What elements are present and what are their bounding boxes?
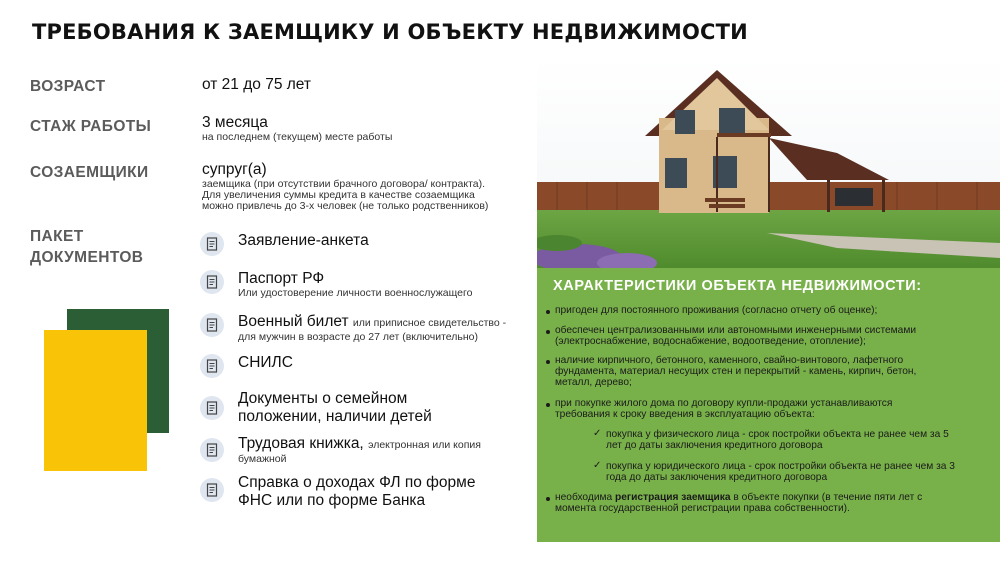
bullet-dot [546, 360, 550, 364]
bullet-dot [546, 497, 550, 501]
doc-family-line-2: положении, наличии детей [238, 408, 432, 425]
age-value: от 21 до 75 лет [202, 76, 311, 93]
property-subitem-2-line-2: года до даты заключения кредитного договора [606, 472, 828, 483]
coborrowers-note-1: заемщика (при отсутствии брачного договора/ контракта). [202, 178, 486, 190]
property-item-5-line-1 [555, 492, 922, 504]
property-item-3-line-1: наличие кирпичного, бетонного, каменного, свайно-винтового, лафетного [555, 355, 904, 366]
property-subitem-1-line-2: лет до даты заключения кредитного договора [606, 440, 823, 451]
checkmark-icon: ✓ [593, 428, 602, 439]
doc-workbook-note-1: электронная или копия [368, 439, 481, 451]
document-icon [200, 232, 224, 256]
age-label: ВОЗРАСТ [30, 78, 106, 95]
coborrowers-note-2: Для увеличения суммы кредита в качестве созаемщика [202, 189, 475, 201]
property-item-5-text-a: необходима [555, 492, 613, 503]
bullet-dot [546, 403, 550, 407]
doc-family-line-1: Документы о семейном [238, 390, 408, 407]
property-item-4-line-2: требования к сроку введения в эксплуатацию объекта: [555, 409, 815, 420]
doc-snils-label: СНИЛС [238, 354, 293, 371]
doc-application-label: Заявление-анкета [238, 232, 369, 249]
property-item-5-line-2: момента государственной регистрации права собственности). [555, 503, 850, 514]
coborrowers-label: СОЗАЕМЩИКИ [30, 164, 149, 181]
property-item-2-line-2: (электроснабжение, водоснабжение, водоотведение, отопление); [555, 336, 866, 347]
document-icon [200, 354, 224, 378]
document-icon [200, 396, 224, 420]
doc-income-line-2: ФНС или по форме Банка [238, 492, 426, 509]
property-item-4-line-1: при покупке жилого дома по договору купли-продажи устанавливаются [555, 398, 893, 409]
document-icon [200, 438, 224, 462]
doc-military-label: Военный билет [238, 313, 349, 330]
experience-label: СТАЖ РАБОТЫ [30, 118, 152, 135]
document-icon [200, 478, 224, 502]
experience-value: 3 месяца [202, 114, 268, 131]
property-subitem-2-line-1: покупка у юридического лица - срок постройки объекта не ранее чем за 3 [606, 461, 955, 472]
doc-military-note-2: для мужчин в возрасте до 27 лет (включительно) [238, 331, 479, 343]
documents-label-2: ДОКУМЕНТОВ [30, 249, 144, 266]
decor-yellow-square [44, 330, 147, 471]
page-title: ТРЕБОВАНИЯ К ЗАЕМЩИКУ И ОБЪЕКТУ НЕДВИЖИМОСТИ [32, 20, 748, 44]
house-photo [537, 58, 1000, 270]
document-icon [200, 313, 224, 337]
doc-item-workbook [200, 435, 481, 466]
coborrowers-value: супруг(а) [202, 161, 267, 178]
doc-workbook-note-2: бумажной [238, 453, 287, 465]
coborrowers-note-3: можно привлечь до 3-х человек (не только родственников) [202, 200, 489, 212]
document-icon [200, 270, 224, 294]
property-item-5-text-b: в объекте покупки (в течение пяти лет с [733, 492, 923, 503]
doc-income-line-1: Справка о доходах ФЛ по форме [238, 474, 476, 491]
doc-item-family [200, 390, 432, 426]
doc-item-snils [200, 354, 293, 378]
doc-item-income [200, 474, 475, 510]
doc-item-application [200, 232, 369, 256]
experience-note: на последнем (текущем) месте работы [202, 131, 393, 143]
doc-passport-label: Паспорт РФ [238, 270, 325, 287]
bullet-dot [546, 310, 550, 314]
doc-item-passport [200, 270, 472, 300]
property-item-3-line-3: металл, дерево; [555, 377, 632, 388]
property-panel-title: ХАРАКТЕРИСТИКИ ОБЪЕКТА НЕДВИЖИМОСТИ: [553, 278, 922, 294]
bullet-dot [546, 330, 550, 334]
property-item-3-line-2: фундамента, материал несущих стен и перекрытий - камень, кирпич, бетон, [555, 366, 917, 377]
doc-military-note-1: или приписное свидетельство - [352, 317, 507, 329]
doc-passport-note: Или удостоверение личности военнослужащего [238, 287, 473, 299]
property-subitem-1-line-1: покупка у физического лица - срок постройки объекта не ранее чем за 5 [606, 429, 949, 440]
doc-workbook-label: Трудовая книжка, [238, 435, 364, 452]
property-requirements-panel [537, 268, 1000, 542]
documents-label-1: ПАКЕТ [30, 228, 84, 245]
doc-item-military [200, 313, 506, 344]
checkmark-icon: ✓ [593, 460, 602, 471]
property-item-5-bold: регистрация заемщика [615, 492, 731, 503]
property-item-1: пригоден для постоянного проживания (согласно отчету об оценке); [555, 305, 878, 316]
property-item-2-line-1: обеспечен централизованными или автономными инженерными системами [555, 325, 917, 336]
